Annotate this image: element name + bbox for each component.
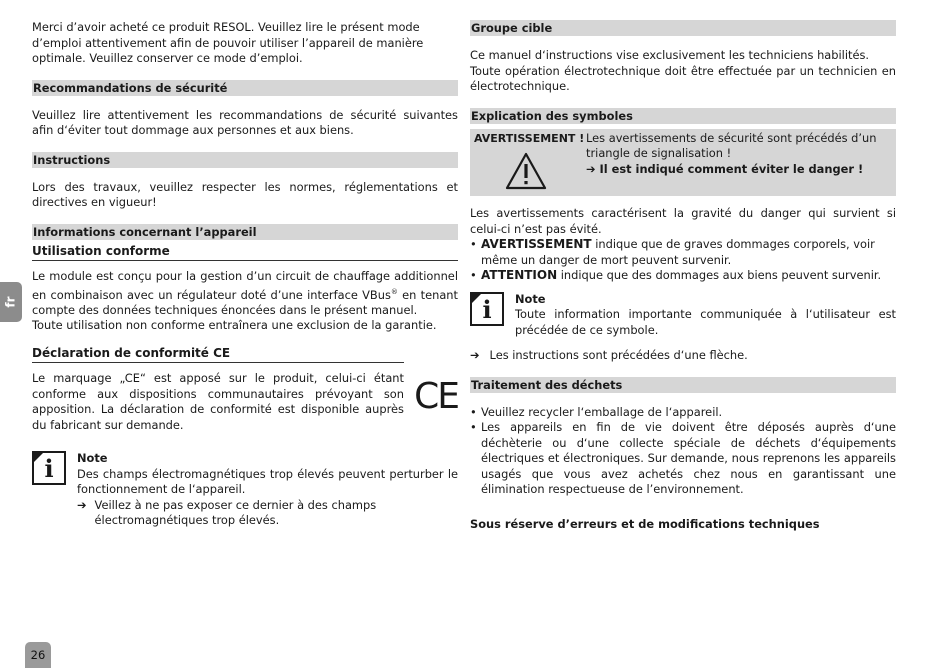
usage-text: [32, 269, 458, 318]
note-right-title: Note: [515, 291, 546, 306]
note-left-instruction: Veillez à ne pas exposer ce dernier à des champs électromagnétiques trop élevés.: [94, 497, 377, 528]
page-number: 26: [25, 642, 51, 668]
warning-box: [470, 129, 896, 197]
note-left-title: Note: [77, 451, 108, 466]
warning-label: AVERTISSEMENT !: [474, 131, 585, 145]
severity-text: Les avertissements caractérisent la gravité du danger qui survient si celui-ci n’est pas évité.: [470, 206, 896, 236]
list-item: [470, 268, 896, 284]
bullet-bold: ATTENTION: [481, 268, 558, 282]
instructions-heading: Instructions: [32, 152, 458, 168]
note-left: [32, 451, 458, 529]
ce-mark: [404, 346, 458, 434]
safety-heading: Recommandations de sécurité: [32, 80, 458, 96]
target-heading: Groupe cible: [470, 20, 896, 36]
usage-text-2: Toute utilisation non conforme entraînera une exclusion de la garantie.: [32, 318, 437, 333]
info-icon-letter: i: [482, 294, 492, 324]
arrow-icon: ➔: [470, 348, 480, 362]
warning-triangle-icon: [505, 152, 547, 190]
right-column: [470, 20, 896, 532]
list-item: [470, 237, 896, 268]
reserve-text: Sous réserve d’erreurs et de modifications techniques: [470, 516, 820, 531]
bullet-text: indique que de graves dommages corporels, voir même un danger de mort peuvent survenir.: [481, 237, 875, 267]
language-tab: [0, 282, 22, 322]
waste-heading: Traitement des déchets: [470, 377, 896, 393]
list-item: • Les appareils en fin de vie doivent être déposés auprès d‘une déchèterie ou d‘une collecte spéciale de déchets d‘équipements électriques et électroniques. Sur demande, nous reprenons les appareils usagés que vous avez achetés chez nous en garantissant une élimination respectueuse de l’environnement.: [470, 420, 896, 498]
arrow-icon: ➔: [77, 497, 87, 512]
left-column: [32, 20, 458, 529]
intro-text: Merci d’avoir acheté ce produit RESOL. Veuillez lire le présent mode d’emploi attentivement afin de pouvoir utiliser l’appareil de manière optimale. Veuillez conserver ce mode d’emploi.: [32, 20, 424, 65]
warning-arrow-icon: ➔: [586, 161, 596, 176]
info-icon: [32, 451, 66, 485]
list-item: • Veuillez recycler l‘emballage de l‘appareil.: [470, 405, 896, 421]
warning-bold-text: Il est indiqué comment éviter le danger !: [599, 161, 864, 176]
device-heading: Informations concernant l’appareil: [32, 224, 458, 240]
arrow-explanation: [470, 348, 896, 364]
waste-list: [470, 405, 896, 498]
note-right-text: Toute information importante communiquée à l‘utilisateur est précédée de ce symbole.: [515, 307, 896, 337]
info-icon-letter: i: [44, 454, 54, 484]
bullet-text: indique que des dommages aux biens peuvent survenir.: [557, 268, 882, 282]
note-right: [470, 292, 896, 339]
ce-mark-text: CE: [414, 375, 458, 417]
instructions-text: Lors des travaux, veuillez respecter les normes, réglementations et directives en vigueur!: [32, 179, 458, 209]
bullet-bold: AVERTISSEMENT: [481, 237, 592, 251]
severity-list: [470, 237, 896, 284]
target-text-1: Ce manuel d‘instructions vise exclusivement les techniciens habilités.: [470, 48, 870, 62]
safety-text: Veuillez lire attentivement les recommandations de sécurité suivantes afin d‘éviter tout dommage aux personnes et aux biens.: [32, 107, 458, 137]
target-text-2: Toute opération électrotechnique doit être effectuée par un technicien en électrotechnique.: [470, 63, 896, 93]
usage-text-main: Le module est conçu pour la gestion d’un circuit de chauffage additionnel en combinaison avec un régulateur doté d’une interface VBus: [32, 269, 458, 302]
arrow-explanation-text: Les instructions sont précédées d‘une flèche.: [489, 348, 748, 362]
ce-section: [32, 346, 458, 434]
usage-text-end: en tenant compte des données techniques énoncées dans le présent manuel.: [32, 287, 458, 317]
info-icon: [470, 292, 504, 326]
symbols-heading: Explication des symboles: [470, 108, 896, 124]
ce-text: Le marquage „CE“ est apposé sur le produit, celui-ci étant conforme aux dispositions communautaires prévoyant son apposition. La déclaration de conformité est disponible auprès du fabricant sur demande.: [32, 371, 404, 432]
note-left-text: Des champs électromagnétiques trop élevés peuvent perturber le fonctionnement de l‘appareil.: [77, 466, 458, 497]
registered-mark: ®: [390, 287, 398, 296]
warning-text: Les avertissements de sécurité sont précédés d’un triangle de signalisation !: [586, 130, 877, 160]
usage-heading: Utilisation conforme: [32, 244, 458, 262]
ce-heading: Déclaration de conformité CE: [32, 346, 404, 364]
language-tab-label: fr: [3, 296, 18, 308]
